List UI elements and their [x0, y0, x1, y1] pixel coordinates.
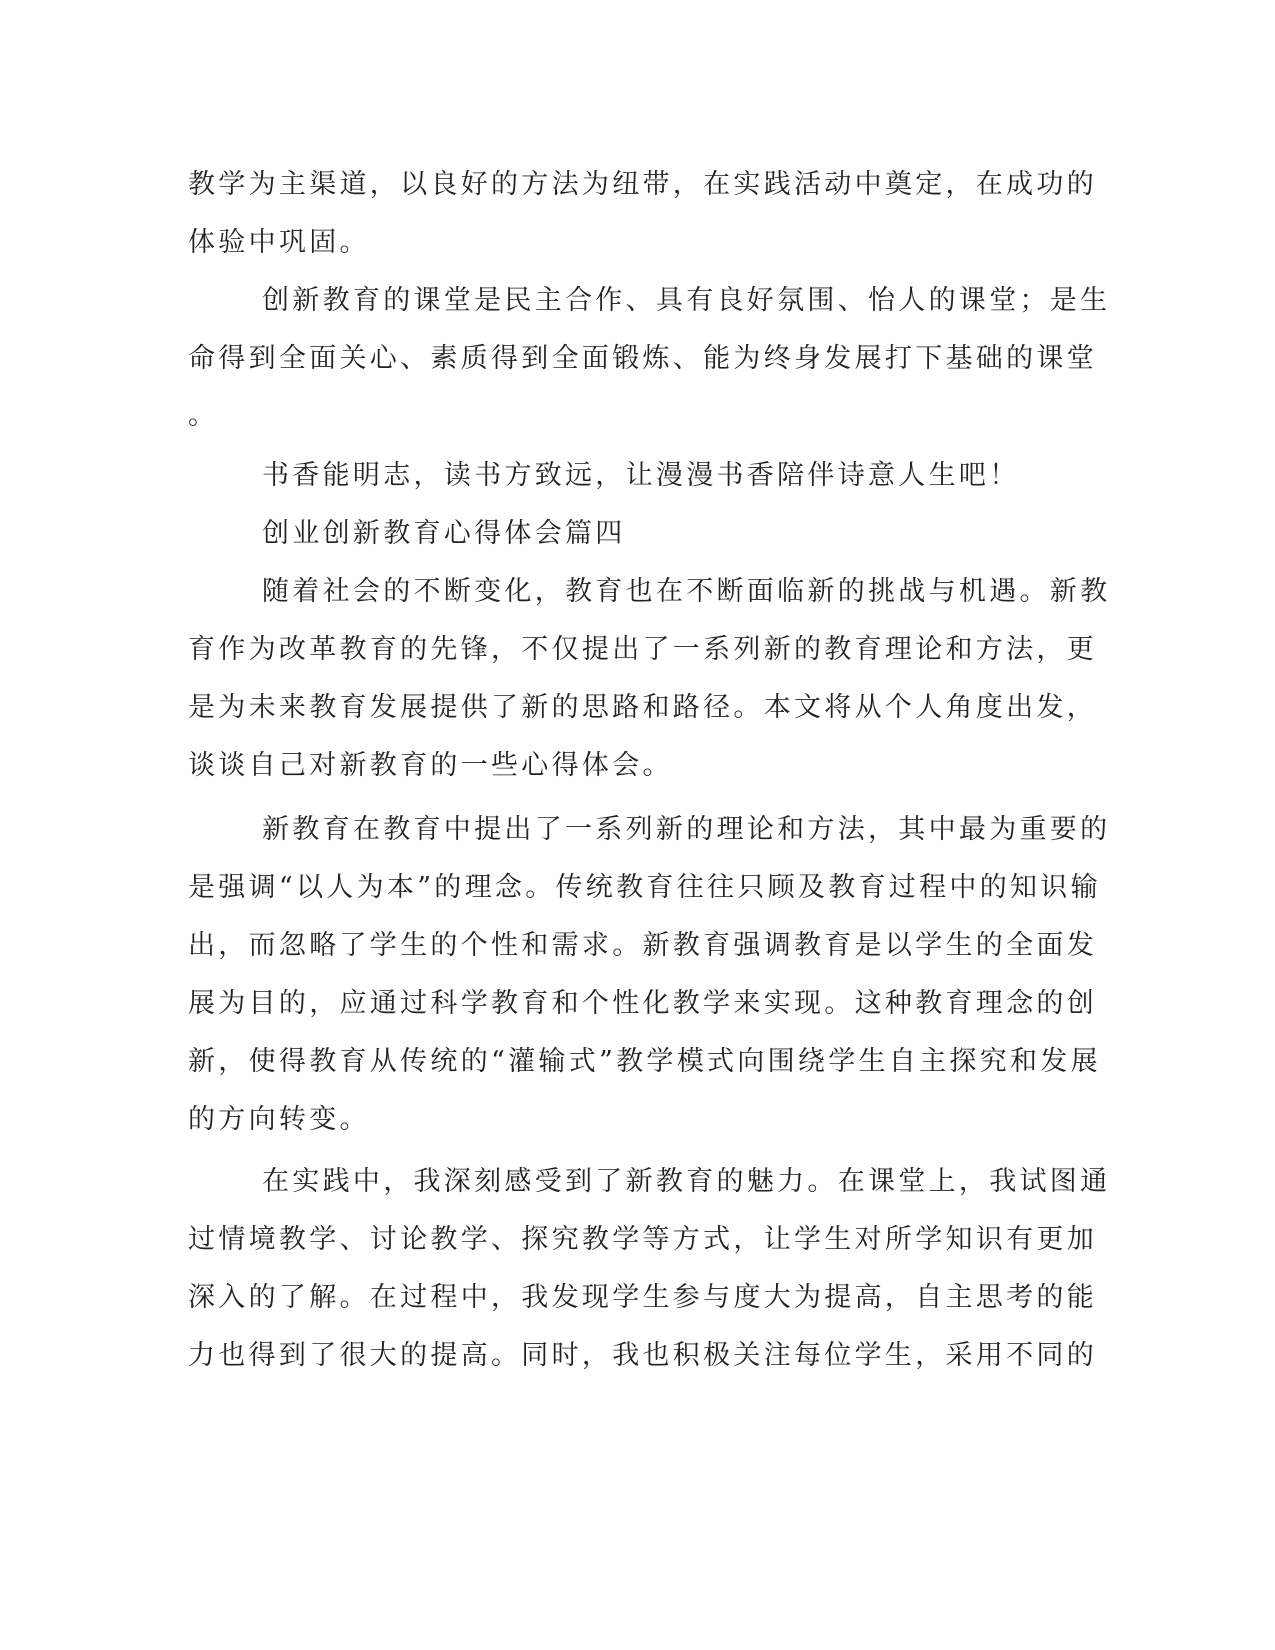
paragraph-line: 随着社会的不断变化，教育也在不断面临新的挑战与机遇。新教 [262, 576, 1111, 607]
section-heading: 创业创新教育心得体会篇四 [262, 518, 626, 549]
text-line: 体验中巩固。 [188, 227, 370, 258]
text-line: 谈谈自己对新教育的一些心得体会。 [188, 750, 673, 781]
text-line: 新，使得教育从传统的“灌输式”教学模式向围绕学生自主探究和发展 [188, 1046, 1101, 1077]
paragraph-line: 创新教育的课堂是民主合作、具有良好氛围、怡人的课堂；是生 [262, 285, 1111, 316]
text-line: 教学为主渠道，以良好的方法为纽带，在实践活动中奠定，在成功的 [188, 169, 1097, 200]
text-line: 过情境教学、讨论教学、探究教学等方式，让学生对所学知识有更加 [188, 1224, 1097, 1255]
paragraph-line: 在实践中，我深刻感受到了新教育的魅力。在课堂上，我试图通 [262, 1166, 1111, 1197]
text-line: 。 [188, 400, 219, 431]
text-line: 展为目的，应通过科学教育和个性化教学来实现。这种教育理念的创 [188, 988, 1097, 1019]
text-line: 是强调“以人为本”的理念。传统教育往往只顾及教育过程中的知识输 [188, 872, 1101, 903]
text-line: 出，而忽略了学生的个性和需求。新教育强调教育是以学生的全面发 [188, 930, 1097, 961]
text-line: 力也得到了很大的提高。同时，我也积极关注每位学生，采用不同的 [188, 1340, 1097, 1371]
paragraph-line: 书香能明志，读书方致远，让漫漫书香陪伴诗意人生吧！ [262, 460, 1020, 491]
text-line: 深入的了解。在过程中，我发现学生参与度大为提高，自主思考的能 [188, 1282, 1097, 1313]
paragraph-line: 新教育在教育中提出了一系列新的理论和方法，其中最为重要的 [262, 814, 1111, 845]
text-line: 的方向转变。 [188, 1104, 370, 1135]
text-line: 命得到全面关心、素质得到全面锻炼、能为终身发展打下基础的课堂 [188, 343, 1097, 374]
text-line: 是为未来教育发展提供了新的思路和路径。本文将从个人角度出发， [188, 692, 1097, 723]
text-line: 育作为改革教育的先锋，不仅提出了一系列新的教育理论和方法，更 [188, 634, 1097, 665]
